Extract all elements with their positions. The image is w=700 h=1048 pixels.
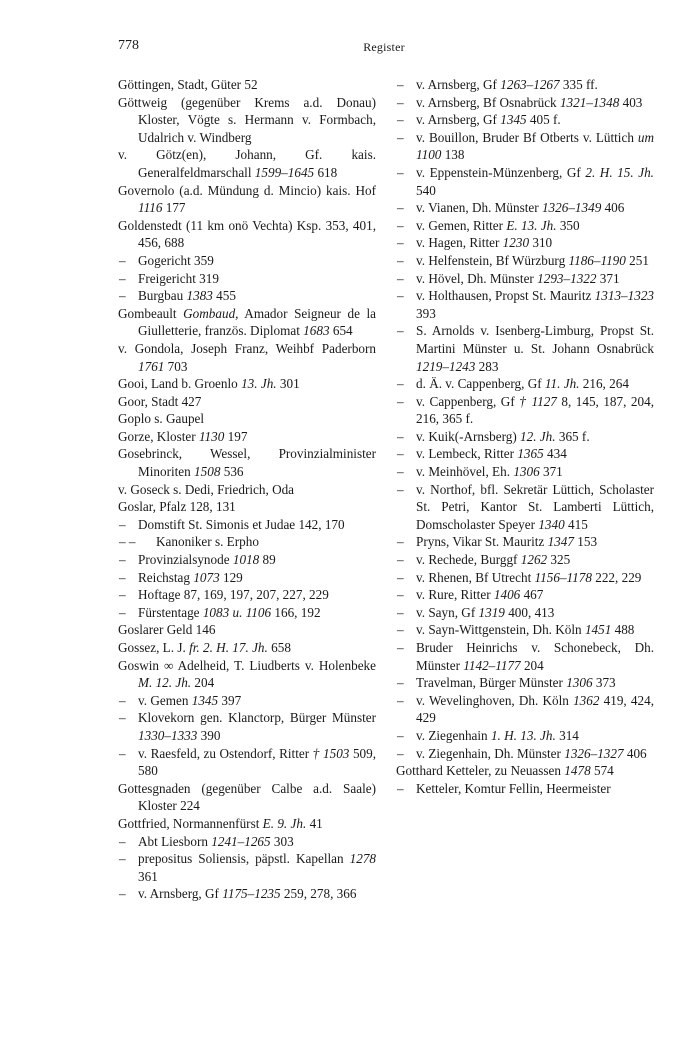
- index-entry: – v. Bouillon, Bruder Bf Otberts v. Lüttich um 1100 138: [396, 129, 654, 164]
- index-entry: – v. Cappenberg, Gf † 1127 8, 145, 187, 204, 216, 365 f.: [396, 393, 654, 428]
- index-entry: – Reichstag 1073 129: [118, 569, 376, 587]
- index-entry: – v. Northof, bfl. Sekretär Lüttich, Scholaster St. Petri, Kantor St. Lamberti Lüttich, Domscholaster Speyer 1340 415: [396, 481, 654, 534]
- index-entry: – – Kanoniker s. Erpho: [118, 533, 376, 551]
- index-entry: – S. Arnolds v. Isenberg-Limburg, Propst St. Martini Münster u. St. Johann Osnabrück 1219–1243 283: [396, 322, 654, 375]
- index-entry: – Provinzialsynode 1018 89: [118, 551, 376, 569]
- index-entry: – v. Gemen, Ritter E. 13. Jh. 350: [396, 217, 654, 235]
- index-entry: – Klovekorn gen. Klanctorp, Bürger Münster 1330–1333 390: [118, 709, 376, 744]
- index-entry: – Freigericht 319: [118, 270, 376, 288]
- index-column-right: [396, 76, 654, 797]
- index-entry: – v. Rechede, Burggf 1262 325: [396, 551, 654, 569]
- index-entry: v. Goseck s. Dedi, Friedrich, Oda: [118, 481, 295, 497]
- index-entry: Gombeault Gombaud, Amador Seigneur de la Giulletterie, französ. Diplomat 1683 654: [118, 305, 376, 339]
- index-entry: Gorze, Kloster 1130 197: [118, 428, 248, 444]
- index-entry: – v. Hagen, Ritter 1230 310: [396, 234, 654, 252]
- index-column-left: [118, 76, 376, 903]
- index-entry: Goor, Stadt 427: [118, 393, 202, 409]
- index-entry: – Domstift St. Simonis et Judae 142, 170: [118, 516, 376, 534]
- index-entry: – Gogericht 359: [118, 252, 376, 270]
- index-entry: – Pryns, Vikar St. Mauritz 1347 153: [396, 533, 654, 551]
- index-entry: v. Gondola, Joseph Franz, Weihbf Paderborn 1761 703: [118, 340, 376, 374]
- index-entry: Goslarer Geld 146: [118, 622, 216, 638]
- index-entry: Governolo (a.d. Mündung d. Mincio) kais. Hof 1116 177: [118, 182, 376, 216]
- index-entry: Gooi, Land b. Groenlo 13. Jh. 301: [118, 376, 300, 392]
- index-entry: – Abt Liesborn 1241–1265 303: [118, 833, 376, 851]
- index-entry: – v. Ziegenhain 1. H. 13. Jh. 314: [396, 727, 654, 745]
- index-entry: – prepositus Soliensis, päpstl. Kapellan 1278 361: [118, 850, 376, 885]
- index-entry: Goswin ∞ Adelheid, T. Liudberts v. Holenbeke M. 12. Jh. 204: [118, 657, 376, 691]
- running-head: Register: [363, 40, 405, 54]
- index-entry: – Travelman, Bürger Münster 1306 373: [396, 674, 654, 692]
- index-entry: – v. Helfenstein, Bf Würzburg 1186–1190 251: [396, 252, 654, 270]
- index-entry: – v. Rhenen, Bf Utrecht 1156–1178 222, 229: [396, 569, 654, 587]
- index-entry: – Burgbau 1383 455: [118, 287, 376, 305]
- index-entry: – v. Kuik(-Arnsberg) 12. Jh. 365 f.: [396, 428, 654, 446]
- index-entry: Gosebrinck, Wessel, Provinzialminister Minoriten 1508 536: [118, 446, 376, 480]
- index-entry: – Fürstentage 1083 u. 1106 166, 192: [118, 604, 376, 622]
- index-entry: – v. Gemen 1345 397: [118, 692, 376, 710]
- page-number: 778: [118, 38, 139, 53]
- index-entry: – v. Rure, Ritter 1406 467: [396, 586, 654, 604]
- index-entry: – v. Raesfeld, zu Ostendorf, Ritter † 1503 509, 580: [118, 745, 376, 780]
- index-entry: – v. Vianen, Dh. Münster 1326–1349 406: [396, 199, 654, 217]
- index-entry: – v. Wevelinghoven, Dh. Köln 1362 419, 424, 429: [396, 692, 654, 727]
- index-entry: Gossez, L. J. fr. 2. H. 17. Jh. 658: [118, 640, 291, 655]
- index-entry: – Ketteler, Komtur Fellin, Heermeister: [396, 780, 654, 798]
- index-entry: – v. Holthausen, Propst St. Mauritz 1313–1323 393: [396, 287, 654, 322]
- index-entry: – d. Ä. v. Cappenberg, Gf 11. Jh. 216, 264: [396, 375, 654, 393]
- index-entry: – v. Arnsberg, Bf Osnabrück 1321–1348 403: [396, 94, 654, 112]
- index-entry: Goslar, Pfalz 128, 131: [118, 499, 236, 515]
- index-entry: Gottesgnaden (gegenüber Calbe a.d. Saale) Kloster 224: [118, 780, 376, 814]
- index-entry: – Bruder Heinrichs v. Schonebeck, Dh. Münster 1142–1177 204: [396, 639, 654, 674]
- index-entry: – v. Hövel, Dh. Münster 1293–1322 371: [396, 270, 654, 288]
- index-entry: – v. Arnsberg, Gf 1345 405 f.: [396, 111, 654, 129]
- index-entry: Gotthard Ketteler, zu Neuassen 1478 574: [396, 763, 614, 779]
- index-entry: Goplo s. Gaupel: [118, 411, 205, 427]
- index-entry: – v. Lembeck, Ritter 1365 434: [396, 445, 654, 463]
- index-entry: v. Götz(en), Johann, Gf. kais. Generalfeldmarschall 1599–1645 618: [118, 147, 376, 180]
- index-entry: Gottfried, Normannenfürst E. 9. Jh. 41: [118, 815, 323, 831]
- index-entry: – v. Eppenstein-Münzenberg, Gf 2. H. 15. Jh. 540: [396, 164, 654, 199]
- index-entry: – v. Ziegenhain, Dh. Münster 1326–1327 406: [396, 745, 654, 763]
- index-entry: Goldenstedt (11 km onö Vechta) Ksp. 353, 401, 456, 688: [118, 217, 376, 251]
- index-entry: – v. Arnsberg, Gf 1175–1235 259, 278, 366: [118, 885, 376, 903]
- index-entry: – v. Meinhövel, Eh. 1306 371: [396, 463, 654, 481]
- index-entry: – Hoftage 87, 169, 197, 207, 227, 229: [118, 586, 376, 604]
- index-entry: – v. Sayn-Wittgenstein, Dh. Köln 1451 488: [396, 621, 654, 639]
- index-entry: – v. Sayn, Gf 1319 400, 413: [396, 604, 654, 622]
- index-entry: Göttweig (gegenüber Krems a.d. Donau) Kloster, Vögte s. Hermann v. Formbach, Udalrich v. Windberg: [118, 94, 376, 145]
- index-entry: – v. Arnsberg, Gf 1263–1267 335 ff.: [396, 76, 654, 94]
- index-entry: Göttingen, Stadt, Güter 52: [118, 77, 258, 92]
